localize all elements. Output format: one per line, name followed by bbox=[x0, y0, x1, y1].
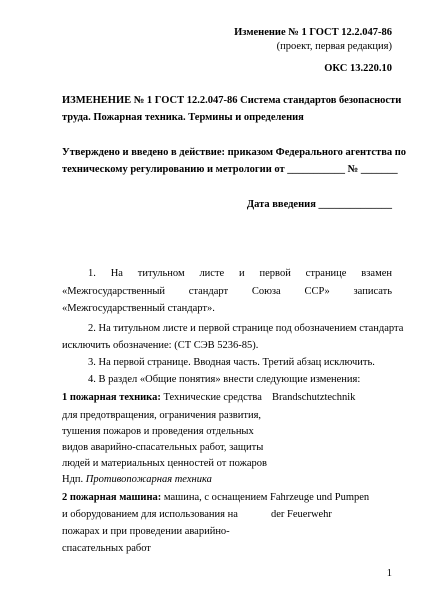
term-2-definition-line: машина, с оснащением bbox=[163, 492, 268, 503]
term-1-definition-line: Технические средства bbox=[163, 392, 262, 403]
title-line-2: труда. Пожарная техника. Термины и определения bbox=[62, 112, 304, 123]
item-1-line-1: 1. На титульном листе и первой странице взамен bbox=[88, 268, 392, 279]
term-2-definition-line: спасательных работ bbox=[62, 543, 151, 554]
approval-line-1: Утверждено и введено в действие: приказом Федерального агентства по bbox=[62, 147, 407, 158]
term-2-name: 2 пожарная машина: bbox=[62, 492, 162, 503]
title-line-1: ИЗМЕНЕНИЕ № 1 ГОСТ 12.2.047-86 Система стандартов безопасности bbox=[62, 95, 402, 106]
term-1-name: 1 пожарная техника: bbox=[62, 392, 161, 403]
term-1-definition-line: для предотвращения, ограничения развития, bbox=[62, 410, 262, 421]
item-1-line-2: «Межгосударственный стандарт Союза ССР» записать bbox=[62, 286, 392, 297]
term-2-definition-line: пожарах и при проведении аварийно- bbox=[62, 526, 230, 537]
approval-line-2: техническому регулированию и метрологии от ___________ № _______ bbox=[62, 164, 398, 175]
oks-code: ОКС 13.220.10 bbox=[324, 63, 392, 74]
term-1-german: Brandschutztechnik bbox=[272, 392, 356, 403]
term-2-first-line bbox=[62, 491, 267, 504]
deprecated-prefix: Ндп. bbox=[62, 474, 84, 485]
page-number: 1 bbox=[386, 568, 392, 579]
term-2-definition-line: и оборудованием для использования на bbox=[62, 509, 238, 520]
term-1-definition-line: видов аварийно-спасательных работ, защиты bbox=[62, 442, 264, 453]
term-1-first-line bbox=[62, 391, 262, 404]
item-1-line-3: «Межгосударственный стандарт». bbox=[62, 303, 215, 314]
term-1-deprecated bbox=[62, 473, 212, 486]
term-2-german-line-1: Fahrzeuge und Pumpen bbox=[270, 492, 370, 503]
term-1-definition-line: тушения пожаров и проведения отдельных bbox=[62, 426, 254, 437]
item-2-line-2: исключить обозначение: (СТ СЭВ 5236-85). bbox=[62, 340, 259, 351]
term-1-definition-line: людей и материальных ценностей от пожаров bbox=[62, 458, 267, 469]
term-2-german-line-2: der Feuerwehr bbox=[271, 509, 332, 520]
item-4: 4. В раздел «Общие понятия» внести следующие изменения: bbox=[88, 374, 361, 385]
item-2-line-1: 2. На титульном листе и первой странице под обозначением стандарта bbox=[88, 323, 404, 334]
amendment-ref: Изменение № 1 ГОСТ 12.2.047-86 bbox=[234, 27, 392, 38]
draft-note: (проект, первая редакция) bbox=[276, 41, 392, 52]
effective-date: Дата введения ______________ bbox=[246, 199, 392, 210]
deprecated-term: Противопожарная техника bbox=[85, 474, 212, 485]
item-3: 3. На первой странице. Вводная часть. Третий абзац исключить. bbox=[88, 357, 375, 368]
